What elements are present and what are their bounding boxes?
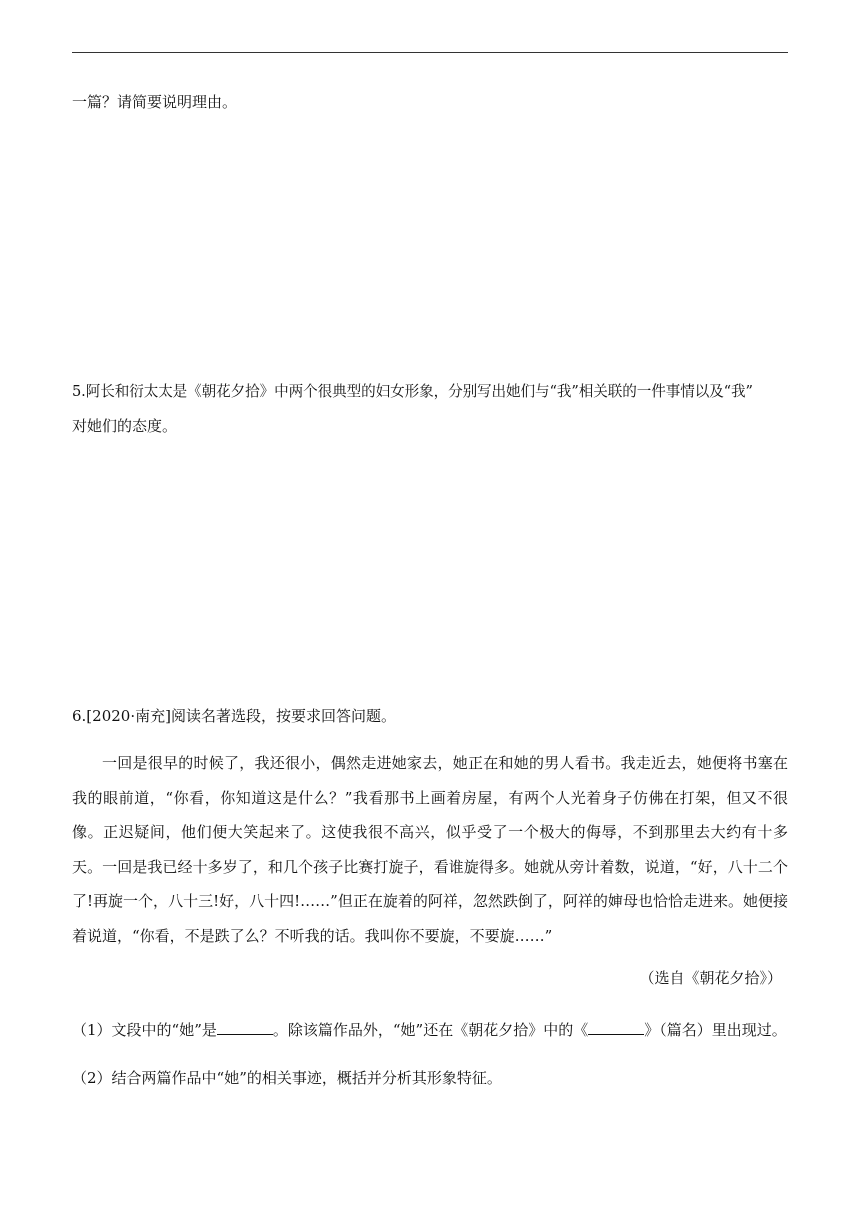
question-5-line-1: 5.阿长和衍太太是《朝花夕拾》中两个很典型的妇女形象，分别写出她们与“我”相关联的一件事情以及“我” [72,383,753,400]
sub-question-1-part-3: 》（篇名）里出现过。 [644,1021,787,1039]
header-rule [72,52,788,53]
passage-source: （选自《朝花夕拾》） [639,969,782,987]
question-5-line-2: 对她们的态度。 [72,417,178,435]
sub-question-2: （2）结合两篇作品中“她”的相关事迹，概括并分析其形象特征。 [72,1069,502,1087]
question-4-tail: 一篇？请简要说明理由。 [72,93,238,111]
passage-excerpt: 一回是很早的时候了，我还很小，偶然走进她家去，她正在和她的男人看书。我走近去，她便将书塞在我的眼前道，“你看，你知道这是什么？”我看那书上画着房屋，有两个人光着身子仿佛在打架，但又不很像。正迟疑间，他们便大笑起来了。这使我很不高兴，似乎受了一个极大的侮辱，不到那里去大约有十多天。一回是我已经十多岁了，和几个孩子比赛打旋子，看谁旋得多。她就从旁计着数，说道，“好，八十二个了!再旋一个，八十三!好，八十四!……”但正在旋着的阿祥，忽然跌倒了，阿祥的婶母也恰恰走进来。她便接着说道，“你看，不是跌了么？不听我的话。我叫你不要旋，不要旋……” [72,754,788,945]
sub-question-1 [72,1020,790,1040]
sub-question-1-part-1: （1）文段中的“她”是 [72,1021,217,1039]
question-6-header: 6.[2020·南充]阅读名著选段，按要求回答问题。 [72,707,396,725]
sub-question-1-part-2: 。除该篇作品外，“她”还在《朝花夕拾》中的《 [272,1021,589,1039]
answer-blank-1[interactable] [217,1020,273,1035]
answer-blank-2[interactable] [588,1020,644,1035]
